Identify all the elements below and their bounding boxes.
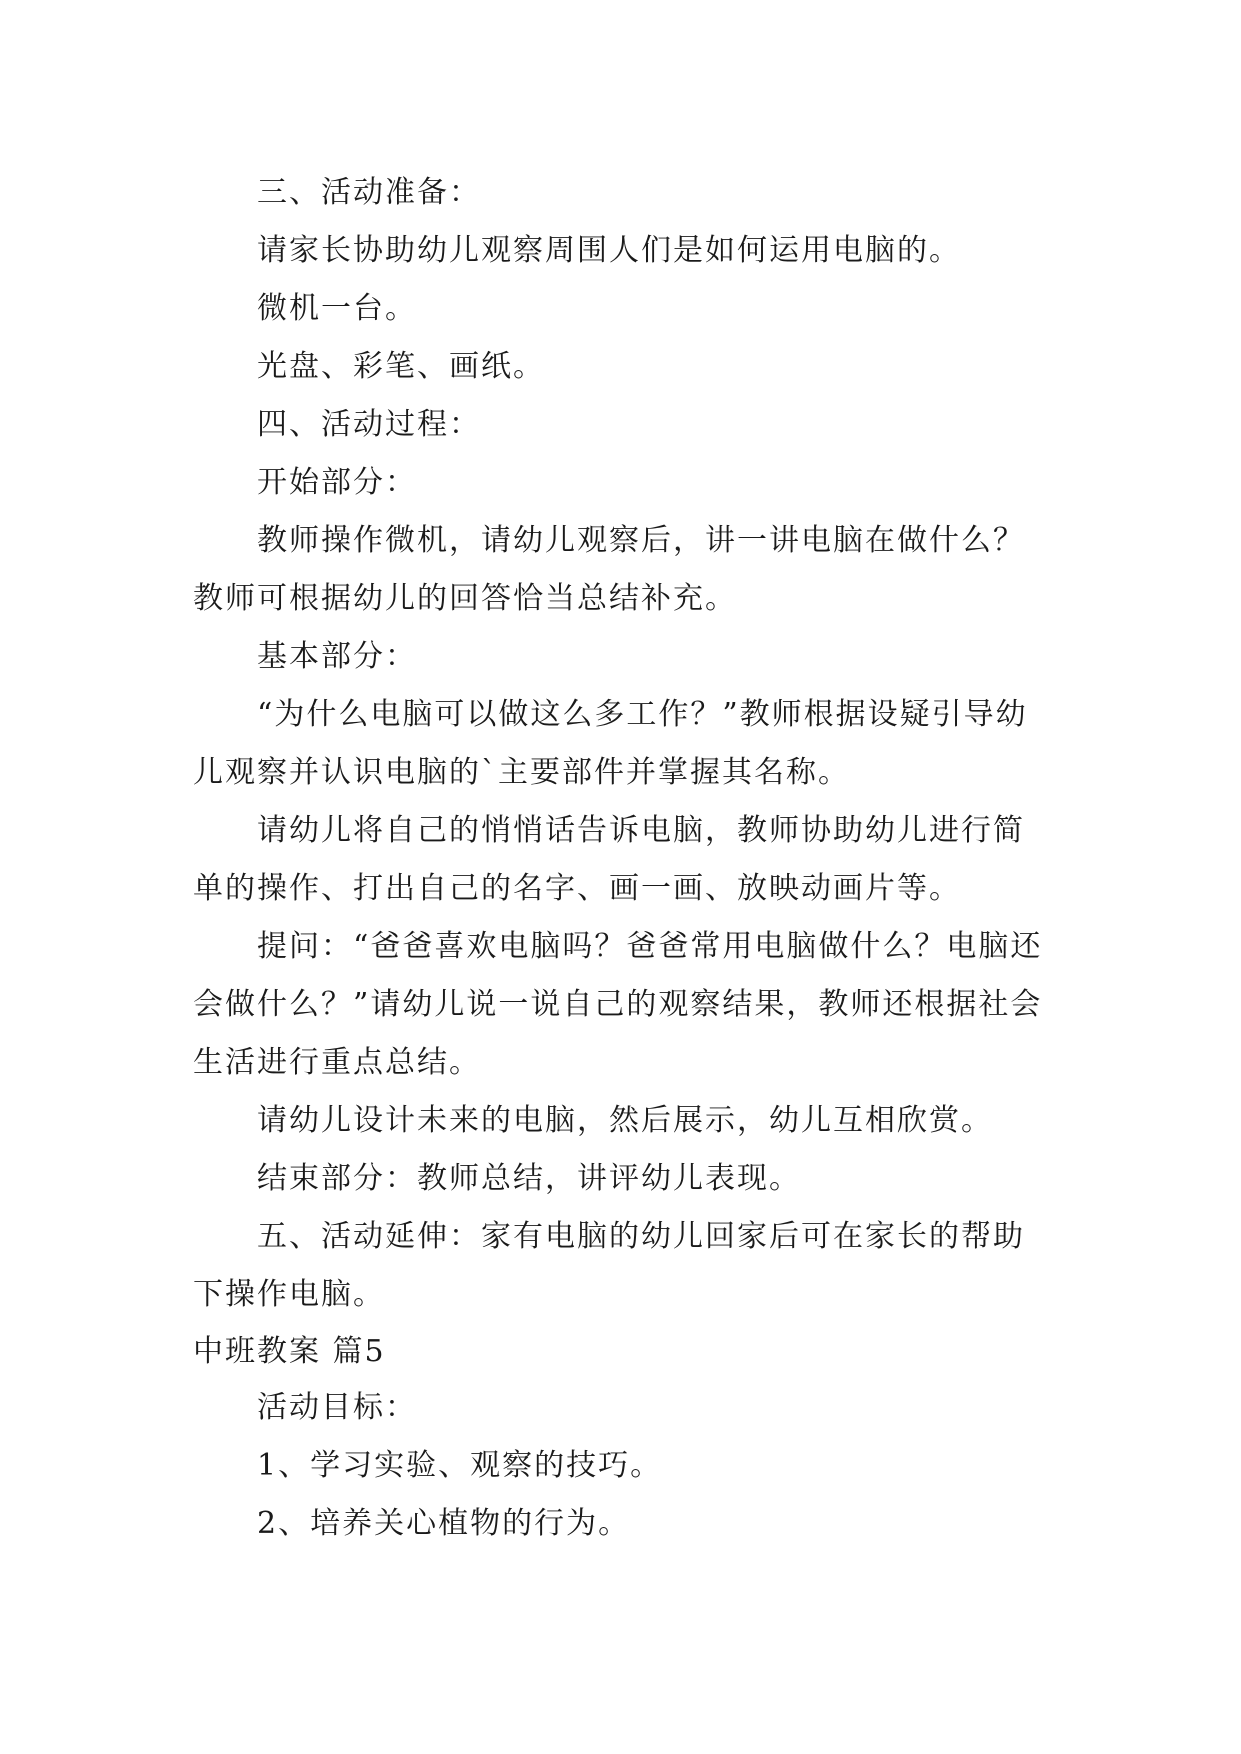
paragraph: 光盘、彩笔、画纸。: [257, 349, 545, 384]
paragraph: 请幼儿将自己的悄悄话告诉电脑，教师协助幼儿进行简单的操作、打出自己的名字、画一画、放映动画片等。: [193, 813, 1025, 906]
lesson-title: 中班教案 篇5: [193, 1334, 386, 1369]
paragraph: “为什么电脑可以做这么多工作？”教师根据设疑引导幼儿观察并认识电脑的`主要部件并掌握其名称。: [193, 697, 1028, 790]
paragraph: 提问：“爸爸喜欢电脑吗？爸爸常用电脑做什么？电脑还会做什么？”请幼儿说一说自己的观察结果，教师还根据社会生活进行重点总结。: [193, 929, 1043, 1080]
paragraph: 请幼儿设计未来的电脑，然后展示，幼儿互相欣赏。: [257, 1103, 993, 1138]
paragraph: 微机一台。: [257, 291, 417, 326]
paragraph: 教师操作微机，请幼儿观察后，讲一讲电脑在做什么？教师可根据幼儿的回答恰当总结补充。: [193, 523, 1025, 616]
list-item: 2、培养关心植物的行为。: [257, 1506, 631, 1541]
paragraph: 结束部分：教师总结，讲评幼儿表现。: [257, 1161, 801, 1196]
list-item: 1、学习实验、观察的技巧。: [257, 1448, 663, 1483]
document-body: [193, 164, 1053, 1553]
section-heading-process: 四、活动过程：: [257, 407, 481, 442]
subheading-start: 开始部分：: [257, 465, 417, 500]
subheading-basic: 基本部分：: [257, 639, 417, 674]
subheading-goals: 活动目标：: [257, 1390, 417, 1425]
paragraph: 请家长协助幼儿观察周围人们是如何运用电脑的。: [257, 233, 961, 268]
section-heading-extension: 五、活动延伸：家有电脑的幼儿回家后可在家长的帮助下操作电脑。: [193, 1219, 1025, 1312]
section-heading-preparation: 三、活动准备：: [257, 175, 481, 210]
